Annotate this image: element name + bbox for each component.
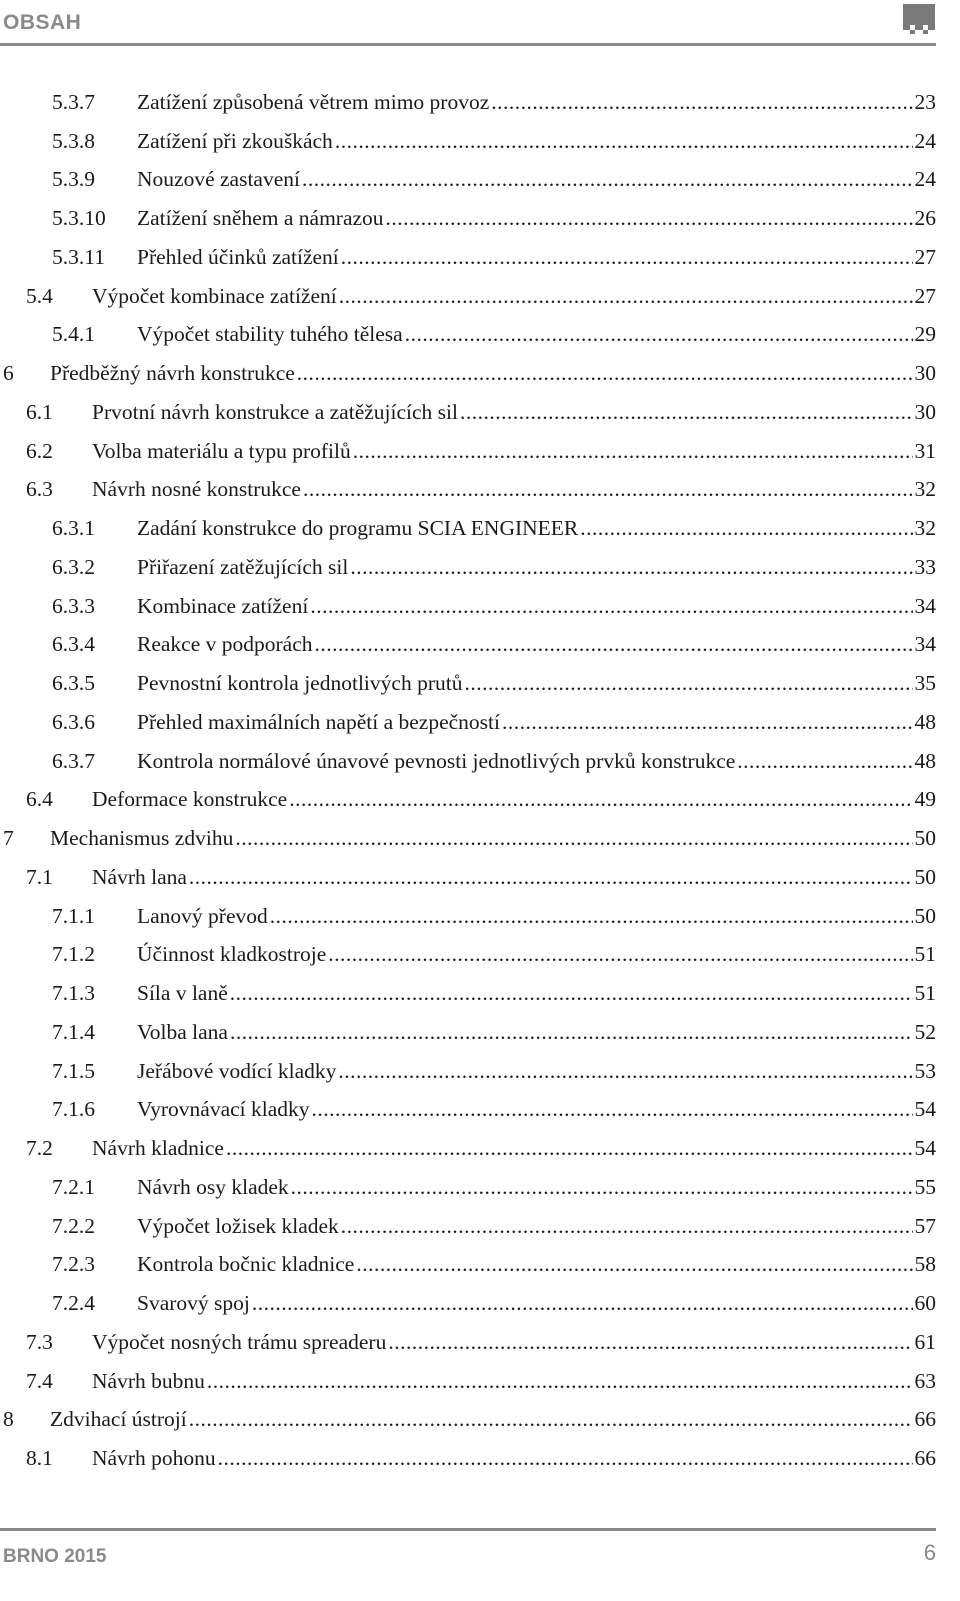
dot-leader: [491, 90, 912, 115]
toc-entry-page: 32: [914, 477, 936, 502]
toc-entry-page: 23: [914, 89, 936, 114]
toc-entry-page: 26: [914, 206, 936, 231]
toc-entry-number: 7.2.3: [52, 1252, 95, 1277]
toc-entry-body: [137, 1020, 915, 1045]
toc-entry[interactable]: [0, 781, 936, 820]
toc-entry-page: 53: [914, 1058, 936, 1083]
dot-leader: [302, 167, 913, 192]
toc-entry-body: [137, 516, 915, 541]
toc-entry-page: 66: [914, 1446, 936, 1471]
toc-entry-title: Zadání konstrukce do programu SCIA ENGINEER: [137, 516, 579, 541]
toc-entry[interactable]: [0, 1207, 936, 1246]
toc-entry-body: [92, 400, 915, 425]
toc-entry-page: 52: [914, 1019, 936, 1044]
toc-entry-page: 50: [914, 864, 936, 889]
toc-entry-title: Přiřazení zatěžujících sil: [137, 554, 349, 579]
footer-label: BRNO 2015: [3, 1546, 107, 1567]
toc-entry[interactable]: [0, 819, 936, 858]
toc-entry-number: 8.1: [26, 1446, 53, 1471]
dot-leader: [502, 710, 913, 735]
toc-entry-number: 6.2: [26, 438, 53, 463]
toc-entry[interactable]: [0, 393, 936, 432]
dot-leader: [189, 1407, 913, 1432]
toc-entry-page: 54: [914, 1136, 936, 1161]
toc-entry-title: Jeřábové vodící kladky: [137, 1058, 337, 1083]
toc-entry-body: [137, 167, 915, 192]
toc-entry-page: 54: [914, 1097, 936, 1122]
toc-entry[interactable]: [0, 83, 936, 122]
toc-entry-number: 6.3.6: [52, 709, 95, 734]
toc-entry-title: Kontrola normálové únavové pevnosti jednotlivých prvků konstrukce: [137, 748, 736, 773]
toc-entry[interactable]: [0, 1246, 936, 1285]
toc-entry-number: 6.3.4: [52, 632, 95, 657]
dot-leader: [312, 1097, 913, 1122]
dot-leader: [303, 477, 913, 502]
toc-entry-title: Zatížení při zkouškách: [137, 128, 333, 153]
toc-entry-body: [137, 555, 915, 580]
dot-leader: [338, 1059, 912, 1084]
toc-entry-title: Mechanismus zdvihu: [50, 826, 234, 851]
toc-entry-title: Pevnostní kontrola jednotlivých prutů: [137, 671, 463, 696]
toc-entry-page: 57: [914, 1213, 936, 1238]
toc-entry-page: 33: [914, 554, 936, 579]
toc-entry-body: [137, 981, 915, 1006]
toc-entry-title: Lanový převod: [137, 903, 268, 928]
toc-entry-title: Návrh kladnice: [92, 1136, 224, 1161]
toc-entry-page: 60: [914, 1291, 936, 1316]
toc-entry-number: 7.4: [26, 1368, 53, 1393]
toc-entry[interactable]: [0, 1401, 936, 1440]
toc-entry-body: [50, 361, 915, 386]
page-header: [0, 0, 960, 50]
dot-leader: [460, 400, 913, 425]
header-divider: [0, 43, 936, 46]
toc-entry-title: Vyrovnávací kladky: [137, 1097, 310, 1122]
toc-entry-page: 58: [914, 1252, 936, 1277]
toc-entry[interactable]: [0, 897, 936, 936]
dot-leader: [252, 1291, 913, 1316]
dot-leader: [737, 749, 912, 774]
footer-divider: [0, 1528, 936, 1531]
toc-entry[interactable]: [0, 548, 936, 587]
toc-entry-body: [137, 322, 915, 347]
toc-entry[interactable]: [0, 1091, 936, 1130]
toc-entry[interactable]: [0, 1284, 936, 1323]
toc-entry-title: Návrh nosné konstrukce: [92, 477, 301, 502]
toc-entry-number: 6.4: [26, 787, 53, 812]
toc-entry-page: 51: [914, 981, 936, 1006]
toc-entry-title: Návrh lana: [92, 864, 187, 889]
dot-leader: [297, 361, 913, 386]
dot-leader: [207, 1369, 913, 1394]
toc-entry-title: Zdvihací ústrojí: [50, 1407, 187, 1432]
toc-entry[interactable]: [0, 432, 936, 471]
toc-entry-title: Nouzové zastavení: [137, 167, 300, 192]
toc-entry-page: 32: [914, 516, 936, 541]
table-of-contents: [0, 83, 936, 1478]
toc-entry[interactable]: [0, 1323, 936, 1362]
dot-leader: [405, 322, 913, 347]
toc-entry[interactable]: [0, 626, 936, 665]
dot-leader: [335, 129, 913, 154]
toc-entry-page: 24: [914, 128, 936, 153]
toc-entry-number: 5.3.8: [52, 128, 95, 153]
toc-entry-title: Výpočet stability tuhého tělesa: [137, 322, 403, 347]
toc-entry[interactable]: [0, 1013, 936, 1052]
toc-entry-page: 48: [914, 748, 936, 773]
toc-entry[interactable]: [0, 936, 936, 975]
toc-entry-body: [137, 594, 915, 619]
toc-entry-title: Přehled maximálních napětí a bezpečností: [137, 709, 500, 734]
toc-entry-title: Volba materiálu a typu profilů: [92, 438, 351, 463]
toc-entry-body: [137, 671, 915, 696]
dot-leader: [386, 206, 913, 231]
toc-entry-page: 50: [914, 826, 936, 851]
toc-entry-page: 63: [914, 1368, 936, 1393]
toc-entry-number: 6.3.7: [52, 748, 95, 773]
dot-leader: [388, 1330, 912, 1355]
page-number: 6: [923, 1540, 936, 1565]
toc-entry-body: [92, 1330, 915, 1355]
toc-entry-body: [137, 1175, 915, 1200]
dot-leader: [230, 1020, 913, 1045]
toc-entry[interactable]: [0, 238, 936, 277]
dot-leader: [230, 981, 913, 1006]
toc-entry-body: [137, 710, 915, 735]
toc-entry-page: 30: [914, 361, 936, 386]
toc-entry-title: Volba lana: [137, 1019, 228, 1044]
toc-entry-title: Deformace konstrukce: [92, 787, 288, 812]
toc-entry[interactable]: [0, 1052, 936, 1091]
toc-entry-number: 5.3.11: [52, 244, 105, 269]
toc-entry-number: 7.1.4: [52, 1019, 95, 1044]
toc-entry-number: 7.1: [26, 864, 53, 889]
toc-entry-title: Zatížení sněhem a námrazou: [137, 206, 384, 231]
toc-entry-page: 55: [914, 1174, 936, 1199]
toc-entry-number: 7.1.5: [52, 1058, 95, 1083]
dot-leader: [189, 865, 913, 890]
toc-entry[interactable]: [0, 277, 936, 316]
toc-entry-title: Návrh bubnu: [92, 1368, 205, 1393]
dot-leader: [218, 1446, 913, 1471]
toc-entry-number: 5.4.1: [52, 322, 95, 347]
toc-entry-page: 34: [914, 593, 936, 618]
toc-entry[interactable]: [0, 664, 936, 703]
toc-entry-page: 31: [914, 438, 936, 463]
toc-entry-number: 7.2.4: [52, 1291, 95, 1316]
toc-entry-number: 6.3.1: [52, 516, 95, 541]
toc-entry-page: 35: [914, 671, 936, 696]
toc-entry-body: [137, 1214, 915, 1239]
toc-entry-title: Návrh osy kladek: [137, 1174, 289, 1199]
toc-entry-page: 34: [914, 632, 936, 657]
toc-entry-title: Předběžný návrh konstrukce: [50, 361, 295, 386]
toc-entry[interactable]: [0, 122, 936, 161]
toc-entry-body: [137, 942, 915, 967]
toc-entry[interactable]: [0, 354, 936, 393]
toc-entry[interactable]: [0, 742, 936, 781]
toc-entry-page: 27: [914, 244, 936, 269]
toc-entry-number: 7.1.6: [52, 1097, 95, 1122]
toc-entry-body: [137, 1291, 915, 1316]
toc-entry[interactable]: [0, 161, 936, 200]
toc-entry-body: [137, 1059, 915, 1084]
toc-entry[interactable]: [0, 316, 936, 355]
toc-entry-title: Přehled účinků zatížení: [137, 244, 339, 269]
page-footer: [0, 1522, 960, 1601]
toc-entry-page: 50: [914, 903, 936, 928]
toc-entry[interactable]: [0, 703, 936, 742]
toc-entry-body: [92, 284, 915, 309]
toc-entry-number: 7.1.3: [52, 981, 95, 1006]
toc-entry-number: 6.3: [26, 477, 53, 502]
toc-entry-title: Výpočet nosných trámu spreaderu: [92, 1329, 387, 1354]
toc-entry-body: [92, 865, 915, 890]
toc-entry[interactable]: [0, 509, 936, 548]
toc-entry-body: [92, 787, 915, 812]
toc-entry-number: 6.3.3: [52, 593, 95, 618]
dot-leader: [291, 1175, 913, 1200]
toc-entry-title: Reakce v podporách: [137, 632, 313, 657]
toc-entry-title: Kombinace zatížení: [137, 593, 309, 618]
toc-entry-number: 6.3.5: [52, 671, 95, 696]
toc-entry-body: [92, 1369, 915, 1394]
toc-entry-body: [92, 439, 915, 464]
dot-leader: [353, 439, 913, 464]
toc-entry-body: [137, 245, 915, 270]
toc-entry-body: [137, 1097, 915, 1122]
toc-entry-page: 49: [914, 787, 936, 812]
toc-entry[interactable]: [0, 1168, 936, 1207]
toc-entry-number: 6: [3, 361, 14, 386]
section-label: OBSAH: [3, 11, 82, 34]
toc-entry-body: [50, 826, 915, 851]
toc-entry-body: [92, 1446, 915, 1471]
toc-entry[interactable]: [0, 1362, 936, 1401]
toc-entry-page: 48: [914, 709, 936, 734]
dot-leader: [341, 245, 913, 270]
dot-leader: [350, 555, 912, 580]
toc-entry-body: [92, 477, 915, 502]
toc-entry-body: [137, 206, 915, 231]
toc-entry-title: Výpočet ložisek kladek: [137, 1213, 339, 1238]
toc-entry-body: [137, 749, 915, 774]
toc-entry-number: 5.4: [26, 283, 53, 308]
dot-leader: [310, 594, 912, 619]
toc-entry-title: Zatížení způsobená větrem mimo provoz: [137, 89, 490, 114]
toc-entry[interactable]: [0, 199, 936, 238]
dot-leader: [270, 904, 913, 929]
toc-entry-number: 7.1.2: [52, 942, 95, 967]
dot-leader: [226, 1136, 913, 1161]
dot-leader: [341, 1214, 913, 1239]
toc-entry-page: 30: [914, 399, 936, 424]
toc-entry[interactable]: [0, 858, 936, 897]
dot-leader: [328, 942, 912, 967]
toc-entry-body: [137, 90, 915, 115]
university-logo-icon: [903, 4, 935, 34]
toc-entry-number: 5.3.9: [52, 167, 95, 192]
toc-entry-number: 5.3.7: [52, 89, 95, 114]
toc-entry-number: 6.1: [26, 399, 53, 424]
toc-entry-body: [137, 904, 915, 929]
toc-entry[interactable]: [0, 1129, 936, 1168]
toc-entry-page: 24: [914, 167, 936, 192]
toc-entry[interactable]: [0, 1439, 936, 1478]
toc-entry[interactable]: [0, 471, 936, 510]
toc-entry-title: Svarový spoj: [137, 1291, 250, 1316]
toc-entry-number: 7.2: [26, 1136, 53, 1161]
toc-entry[interactable]: [0, 974, 936, 1013]
toc-entry-title: Návrh pohonu: [92, 1446, 216, 1471]
toc-entry-page: 29: [914, 322, 936, 347]
toc-entry-title: Účinnost kladkostroje: [137, 942, 327, 967]
toc-entry-title: Kontrola bočnic kladnice: [137, 1252, 355, 1277]
toc-entry-number: 7.2.2: [52, 1213, 95, 1238]
toc-entry-title: Výpočet kombinace zatížení: [92, 283, 337, 308]
toc-entry-number: 7.1.1: [52, 903, 95, 928]
dot-leader: [289, 787, 912, 812]
toc-entry-number: 5.3.10: [52, 206, 106, 231]
toc-entry-page: 51: [914, 942, 936, 967]
toc-entry-page: 66: [914, 1407, 936, 1432]
dot-leader: [315, 632, 913, 657]
toc-entry-title: Prvotní návrh konstrukce a zatěžujících sil: [92, 399, 458, 424]
toc-entry-body: [137, 1252, 915, 1277]
dot-leader: [580, 516, 912, 541]
toc-entry-number: 7: [3, 826, 14, 851]
toc-entry-number: 7.2.1: [52, 1174, 95, 1199]
dot-leader: [339, 284, 913, 309]
toc-entry-number: 6.3.2: [52, 554, 95, 579]
toc-entry-body: [137, 632, 915, 657]
toc-entry-page: 61: [914, 1329, 936, 1354]
toc-entry[interactable]: [0, 587, 936, 626]
toc-entry-body: [50, 1407, 915, 1432]
dot-leader: [356, 1252, 912, 1277]
toc-entry-number: 8: [3, 1407, 14, 1432]
toc-entry-page: 27: [914, 283, 936, 308]
toc-entry-title: Síla v laně: [137, 981, 228, 1006]
toc-entry-body: [137, 129, 915, 154]
dot-leader: [464, 671, 912, 696]
dot-leader: [235, 826, 912, 851]
toc-entry-body: [92, 1136, 915, 1161]
toc-entry-number: 7.3: [26, 1329, 53, 1354]
